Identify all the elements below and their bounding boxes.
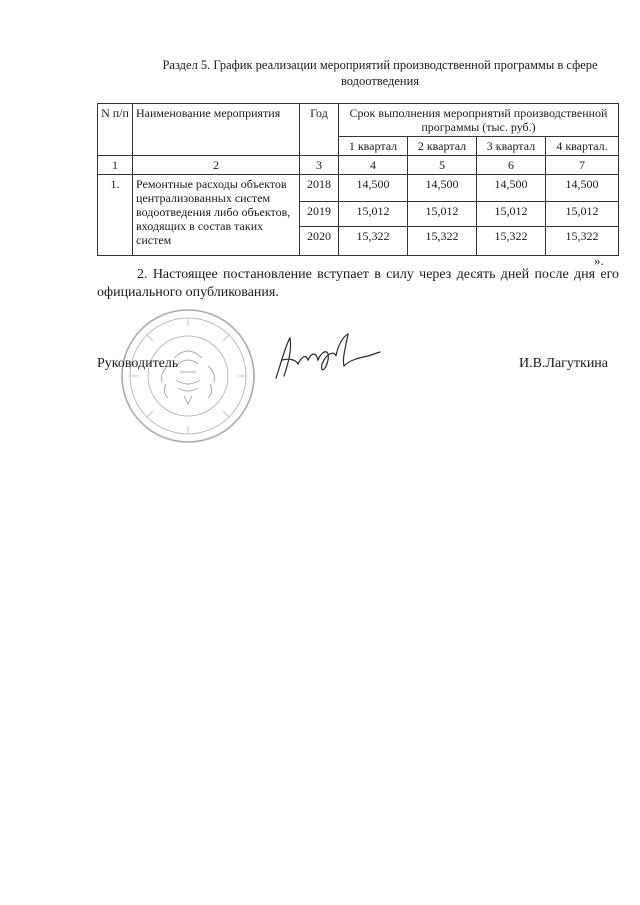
value-cell: 15,012 — [407, 202, 476, 227]
header-period: Срок выполнения мероприятий производственной программы (тыс. руб.) — [339, 104, 619, 137]
signer-name: И.В.Лагуткина — [519, 356, 609, 371]
value-cell: 14,500 — [339, 175, 408, 202]
value-cell: 15,012 — [476, 202, 545, 227]
header-num: N п/п — [98, 104, 133, 156]
value-cell: 15,012 — [545, 202, 618, 227]
value-cell: 15,322 — [476, 227, 545, 256]
row-year: 2018 — [300, 175, 339, 202]
value-cell: 15,012 — [339, 202, 408, 227]
header-q3: 3 квартал — [476, 137, 545, 156]
column-number: 2 — [133, 156, 300, 175]
official-seal — [118, 306, 258, 446]
header-q1: 1 квартал — [339, 137, 408, 156]
column-number: 7 — [545, 156, 618, 175]
column-number: 4 — [339, 156, 408, 175]
header-q2: 2 квартал — [407, 137, 476, 156]
value-cell: 14,500 — [476, 175, 545, 202]
table-row — [98, 175, 619, 202]
value-cell: 15,322 — [545, 227, 618, 256]
closing-quote: ». — [594, 253, 604, 268]
row-name: Ремонтные расходы объектов централизованных систем водоотведения либо объектов, входящих в состав таких систем — [133, 175, 300, 256]
handwritten-signature — [272, 330, 382, 390]
section-title: Раздел 5. График реализации мероприятий производственной программы в сфере водоотведения — [162, 58, 598, 88]
row-year: 2020 — [300, 227, 339, 256]
column-number: 6 — [476, 156, 545, 175]
table-header-row — [98, 104, 619, 137]
paragraph-effective-date: 2. Настоящее постановление вступает в силу через десять дней после дня его официального опубликования. — [97, 267, 619, 300]
value-cell: 14,500 — [545, 175, 618, 202]
column-number: 5 — [407, 156, 476, 175]
column-number: 1 — [98, 156, 133, 175]
value-cell: 15,322 — [339, 227, 408, 256]
column-number: 3 — [300, 156, 339, 175]
value-cell: 15,322 — [407, 227, 476, 256]
value-cell: 14,500 — [407, 175, 476, 202]
row-num: 1. — [98, 175, 133, 256]
header-q4: 4 квартал. — [545, 137, 618, 156]
header-name: Наименование мероприятия — [133, 104, 300, 156]
signer-position: Руководитель — [97, 356, 179, 371]
row-year: 2019 — [300, 202, 339, 227]
header-year: Год — [300, 104, 339, 156]
schedule-table — [97, 103, 619, 256]
column-numbers-row — [98, 156, 619, 175]
